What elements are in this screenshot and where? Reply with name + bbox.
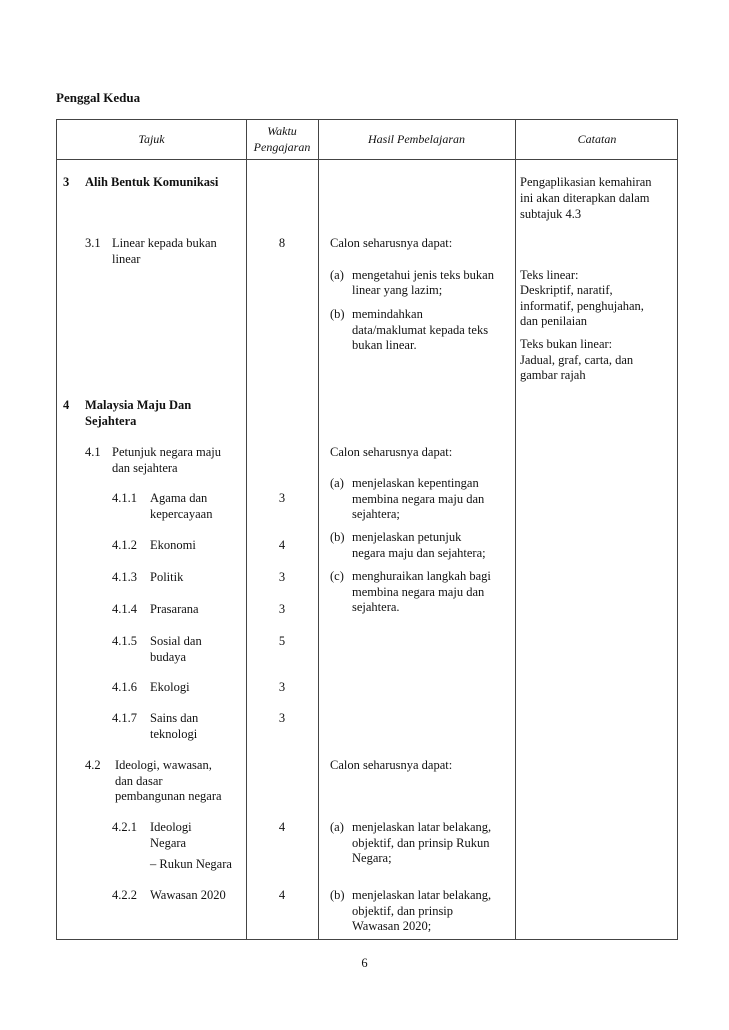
outcome-line: Negara; — [352, 851, 392, 865]
note-line: ini akan diterapkan dalam — [520, 191, 650, 205]
outcome-line: sejahtera. — [352, 600, 400, 614]
subtopic-title: dan sejahtera — [112, 461, 178, 475]
item-number: 4.2.2 — [112, 888, 137, 902]
outcome-line: membina negara maju dan — [352, 492, 485, 506]
item-number: 4.1.6 — [112, 680, 137, 694]
teaching-time: 4 — [278, 820, 286, 834]
outcome-line: menghuraikan langkah bagi — [352, 569, 491, 583]
outcome-label: (b) — [330, 307, 345, 321]
teaching-time: 3 — [278, 602, 286, 616]
item-title: Wawasan 2020 — [150, 888, 226, 902]
teaching-time: 4 — [278, 888, 286, 902]
section-number: 4 — [63, 398, 70, 412]
teaching-time: 3 — [278, 491, 286, 505]
item-number: 4.1.4 — [112, 602, 137, 616]
outcome-line: memindahkan — [352, 307, 423, 321]
section-number: 3 — [63, 175, 70, 189]
item-number: 4.1.7 — [112, 711, 137, 725]
note-line: Teks bukan linear: — [520, 337, 613, 351]
subtopic-title: linear — [112, 252, 141, 266]
note-line: informatif, penghujahan, — [520, 299, 644, 313]
outcome-line: menjelaskan petunjuk — [352, 530, 462, 544]
teaching-time: 3 — [278, 711, 286, 725]
outcome-line: mengetahui jenis teks bukan — [352, 268, 494, 282]
outcome-line: membina negara maju dan — [352, 585, 485, 599]
item-title: kepercayaan — [150, 507, 213, 521]
item-title: Negara — [150, 836, 187, 850]
outcome-intro: Calon seharusnya dapat: — [330, 445, 453, 459]
teaching-time: 3 — [278, 570, 286, 584]
item-title: Agama dan — [150, 491, 208, 505]
outcome-line: sejahtera; — [352, 507, 400, 521]
subtopic-title: Ideologi, wawasan, — [115, 758, 212, 772]
outcome-line: objektif, dan prinsip — [352, 904, 454, 918]
outcome-label: (a) — [330, 476, 344, 490]
column-divider — [515, 120, 516, 939]
outcome-line: negara maju dan sejahtera; — [352, 546, 486, 560]
note-line: gambar rajah — [520, 368, 586, 382]
outcome-label: (a) — [330, 820, 344, 834]
subtopic-title: Petunjuk negara maju — [112, 445, 221, 459]
outcome-label: (b) — [330, 888, 345, 902]
outcome-line: data/maklumat kepada teks — [352, 323, 489, 337]
subtopic-number: 4.2 — [85, 758, 101, 772]
header-catatan: Catatan — [577, 132, 617, 146]
header-hasil: Hasil Pembelajaran — [368, 132, 465, 146]
section-title: Malaysia Maju Dan — [85, 398, 192, 412]
teaching-time: 5 — [278, 634, 286, 648]
subtopic-number: 3.1 — [85, 236, 101, 250]
outcome-label: (a) — [330, 268, 344, 282]
subtopic-title: Linear kepada bukan — [112, 236, 217, 250]
subtopic-title: pembangunan negara — [115, 789, 222, 803]
outcome-line: linear yang lazim; — [352, 283, 443, 297]
item-number: 4.1.1 — [112, 491, 137, 505]
note-line: Deskriptif, naratif, — [520, 283, 613, 297]
item-number: 4.1.2 — [112, 538, 137, 552]
item-title: Politik — [150, 570, 184, 584]
item-title: – Rukun Negara — [150, 857, 232, 871]
item-number: 4.2.1 — [112, 820, 137, 834]
section-title: Sejahtera — [85, 414, 137, 428]
header-waktu: Waktu — [267, 124, 297, 138]
outcome-intro: Calon seharusnya dapat: — [330, 236, 453, 250]
outcome-line: menjelaskan latar belakang, — [352, 820, 492, 834]
item-title: Sosial dan — [150, 634, 202, 648]
teaching-time: 8 — [278, 236, 286, 250]
syllabus-table — [56, 119, 678, 940]
item-title: Ekonomi — [150, 538, 196, 552]
header-tajuk: Tajuk — [138, 132, 165, 146]
note-line: Teks linear: — [520, 268, 579, 282]
item-title: Sains dan — [150, 711, 199, 725]
section-title: Alih Bentuk Komunikasi — [85, 175, 219, 189]
subtopic-title: dan dasar — [115, 774, 163, 788]
note-line: Jadual, graf, carta, dan — [520, 353, 634, 367]
outcome-line: objektif, dan prinsip Rukun — [352, 836, 490, 850]
outcome-line: menjelaskan latar belakang, — [352, 888, 492, 902]
outcome-label: (b) — [330, 530, 345, 544]
subtopic-number: 4.1 — [85, 445, 101, 459]
teaching-time: 4 — [278, 538, 286, 552]
outcome-line: Wawasan 2020; — [352, 919, 432, 933]
outcome-label: (c) — [330, 569, 344, 583]
item-number: 4.1.3 — [112, 570, 137, 584]
item-title: Ekologi — [150, 680, 190, 694]
note-line: subtajuk 4.3 — [520, 207, 582, 221]
column-divider — [318, 120, 319, 939]
header-pengajaran: Pengajaran — [253, 140, 311, 154]
note-line: dan penilaian — [520, 314, 587, 328]
page-number: 6 — [361, 956, 368, 970]
item-title: Ideologi — [150, 820, 192, 834]
outcome-line: bukan linear. — [352, 338, 417, 352]
column-divider — [246, 120, 247, 939]
note-line: Pengaplikasian kemahiran — [520, 175, 652, 189]
item-number: 4.1.5 — [112, 634, 137, 648]
section-heading: Penggal Kedua — [56, 90, 141, 105]
item-title: teknologi — [150, 727, 198, 741]
teaching-time: 3 — [278, 680, 286, 694]
item-title: Prasarana — [150, 602, 199, 616]
outcome-line: menjelaskan kepentingan — [352, 476, 479, 490]
item-title: budaya — [150, 650, 187, 664]
outcome-intro: Calon seharusnya dapat: — [330, 758, 453, 772]
